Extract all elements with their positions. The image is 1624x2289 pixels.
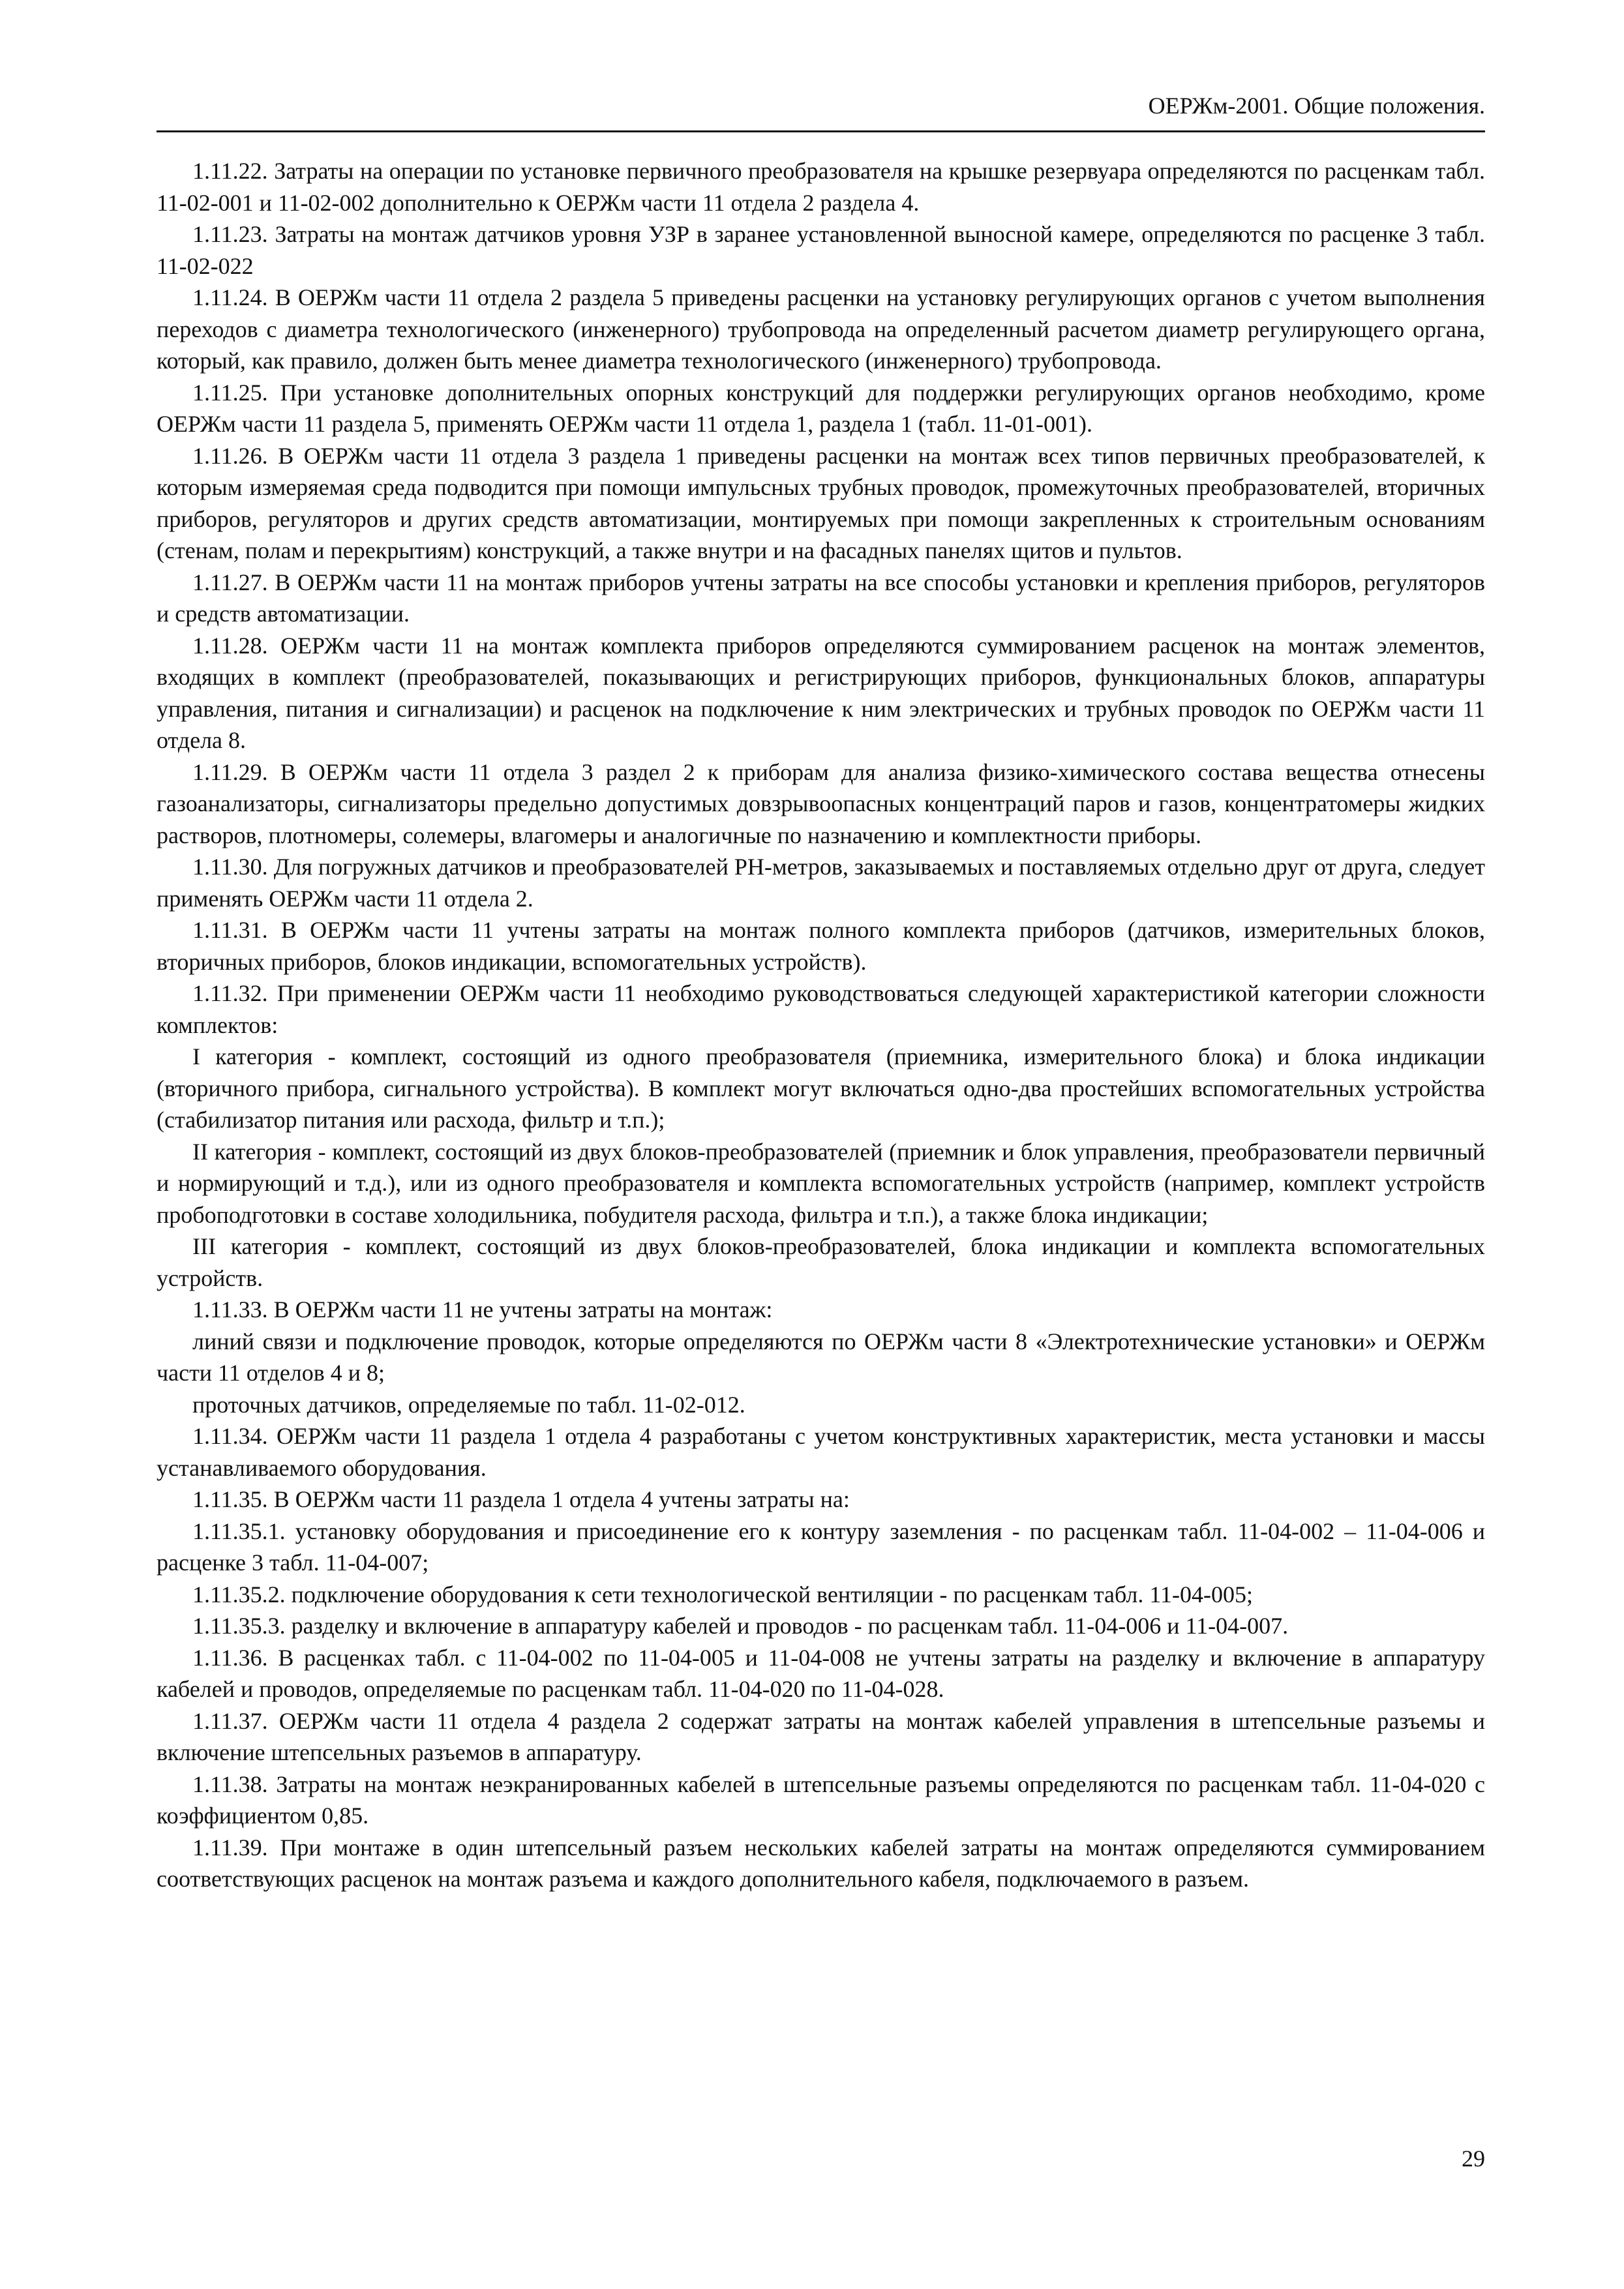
page-number: 29 [1462,2146,1485,2172]
paragraph-1-11-35-2: 1.11.35.2. подключение оборудования к сети технологической вентиляции - по расценкам табл. 11-04-005; [192,1581,1254,1608]
paragraph-1-11-22: 1.11.22. Затраты на операции по установке первичного преобразователя на крышке резервуара определяются по расценкам табл. 11-02-001 и 11-02-002 дополнительно к ОЕРЖм части 11 отдела 2 раздела 4. [157,158,1485,216]
paragraph-1-11-33-item-2: проточных датчиков, определяемые по табл. 11-02-012. [192,1391,745,1418]
paragraph-1-11-29: 1.11.29. В ОЕРЖм части 11 отдела 3 раздел 2 к приборам для анализа физико-химического состава вещества отнесены газоанализаторы, сигнализаторы предельно допустимых довзрывоопасных концентраций паров и газов, концентратомеры жидких растворов, плотномеры, солемеры, влагомеры и аналогичные по назначению и комплектности приборы. [157,758,1485,848]
paragraph-1-11-24: 1.11.24. В ОЕРЖм части 11 отдела 2 раздела 5 приведены расценки на установку регулирующих органов с учетом выполнения переходов с диаметра технологического (инженерного) трубопровода на определенный расчетом диаметр регулирующего органа, который, как правило, должен быть менее диаметра технологического (инженерного) трубопровода. [157,284,1485,374]
paragraph-category-3: III категория - комплект, состоящий из двух блоков-преобразователей, блока индикации и комплекта вспомогательных устройств. [157,1233,1485,1291]
paragraph-1-11-33: 1.11.33. В ОЕРЖм части 11 не учтены затраты на монтаж: [192,1296,773,1323]
paragraph-1-11-35: 1.11.35. В ОЕРЖм части 11 раздела 1 отдела 4 учтены затраты на: [192,1486,850,1512]
paragraph-1-11-27: 1.11.27. В ОЕРЖм части 11 на монтаж приборов учтены затраты на все способы установки и крепления приборов, регуляторов и средств автоматизации. [157,569,1485,627]
paragraph-1-11-30: 1.11.30. Для погружных датчиков и преобразователей PH-метров, заказываемых и поставляемых отдельно друг от друга, следует применять ОЕРЖм части 11 отдела 2. [157,854,1485,912]
paragraph-1-11-34: 1.11.34. ОЕРЖм части 11 раздела 1 отдела 4 разработаны с учетом конструктивных характеристик, места установки и массы устанавливаемого оборудования. [157,1423,1485,1481]
paragraph-category-2: II категория - комплект, состоящий из двух блоков-преобразователей (приемник и блок управления, преобразователи первичный и нормирующий и т.д.), или из одного преобразователя и комплекта вспомогательных устройств (например, комплект устройств пробоподготовки в составе холодильника, побудителя расхода, фильтра и т.п.), а также блока индикации; [157,1138,1485,1228]
body-text [157,155,1485,1895]
paragraph-1-11-32: 1.11.32. При применении ОЕРЖм части 11 необходимо руководствоваться следующей характеристикой категории сложности комплектов: [157,980,1485,1038]
paragraph-1-11-37: 1.11.37. ОЕРЖм части 11 отдела 4 раздела 2 содержат затраты на монтаж кабелей управления в штепсельные разъемы и включение штепсельных разъемов в аппаратуру. [157,1707,1485,1765]
paragraph-1-11-23: 1.11.23. Затраты на монтаж датчиков уровня УЗР в заранее установленной выносной камере, определяются по расценке 3 табл. 11-02-022 [157,221,1485,279]
paragraph-1-11-25: 1.11.25. При установке дополнительных опорных конструкций для поддержки регулирующих органов необходимо, кроме ОЕРЖм части 11 раздела 5, применять ОЕРЖм части 11 отдела 1, раздела 1 (табл. 11-01-001). [157,379,1485,437]
paragraph-1-11-39: 1.11.39. При монтаже в один штепсельный разъем нескольких кабелей затраты на монтаж определяются суммированием соответствующих расценок на монтаж разъема и каждого дополнительного кабеля, подключаемого в разъем. [157,1834,1485,1892]
paragraph-1-11-28: 1.11.28. ОЕРЖм части 11 на монтаж комплекта приборов определяются суммированием расценок на монтаж элементов, входящих в комплект (преобразователей, показывающих и регистрирующих приборов, функциональных блоков, аппаратуры управления, питания и сигнализации) и расценок на подключение к ним электрических и трубных проводок по ОЕРЖм части 11 отдела 8. [157,632,1485,753]
paragraph-1-11-35-1: 1.11.35.1. установку оборудования и присоединение его к контуру заземления - по расценкам табл. 11-04-002 – 11-04-006 и расценке 3 табл. 11-04-007; [157,1518,1485,1576]
header-rule [157,130,1485,132]
paragraph-1-11-26: 1.11.26. В ОЕРЖм части 11 отдела 3 раздела 1 приведены расценки на монтаж всех типов первичных преобразователей, к которым измеряемая среда подводится при помощи импульсных трубных проводок, промежуточных преобразователей, вторичных приборов, регуляторов и других средств автоматизации, монтируемых при помощи закрепленных к строительным основаниям (стенам, полам и перекрытиям) конструкций, а также внутри и на фасадных панелях щитов и пультов. [157,442,1485,563]
paragraph-category-1: I категория - комплект, состоящий из одного преобразователя (приемника, измерительного блока) и блока индикации (вторичного прибора, сигнального устройства). В комплект могут включаться одно-два простейших вспомогательных устройства (стабилизатор питания или расхода, фильтр и т.п.); [157,1043,1485,1133]
paragraph-1-11-35-3: 1.11.35.3. разделку и включение в аппаратуру кабелей и проводов - по расценкам табл. 11-04-006 и 11-04-007. [192,1613,1289,1639]
paragraph-1-11-38: 1.11.38. Затраты на монтаж неэкранированных кабелей в штепсельные разъемы определяются по расценкам табл. 11-04-020 с коэффициентом 0,85. [157,1771,1485,1829]
paragraph-1-11-33-item-1: линий связи и подключение проводок, которые определяются по ОЕРЖм части 8 «Электротехнические установки» и ОЕРЖм части 11 отделов 4 и 8; [157,1328,1485,1386]
running-header: ОЕРЖм-2001. Общие положения. [1148,93,1485,119]
paragraph-1-11-31: 1.11.31. В ОЕРЖм части 11 учтены затраты на монтаж полного комплекта приборов (датчиков, измерительных блоков, вторичных приборов, блоков индикации, вспомогательных устройств). [157,917,1485,975]
paragraph-1-11-36: 1.11.36. В расценках табл. с 11-04-002 по 11-04-005 и 11-04-008 не учтены затраты на разделку и включение в аппаратуру кабелей и проводов, определяемые по расценкам табл. 11-04-020 по 11-04-028. [157,1644,1485,1702]
